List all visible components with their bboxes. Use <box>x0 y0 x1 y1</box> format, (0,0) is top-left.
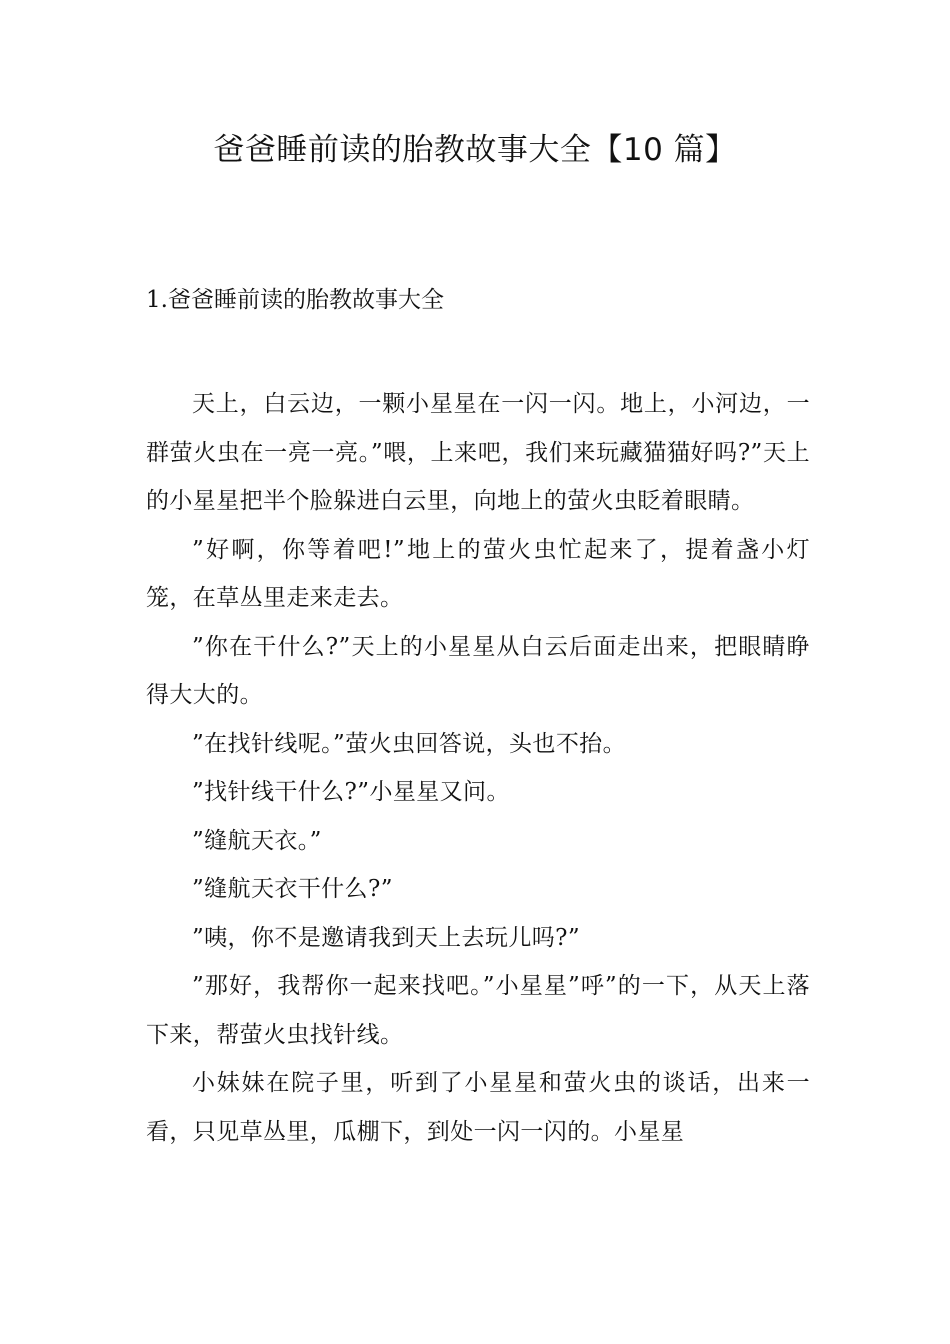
paragraph: ”你在干什么?”天上的小星星从白云后面走出来，把眼睛睁得大大的。 <box>146 633 810 708</box>
paragraph: ”好啊，你等着吧!”地上的萤火虫忙起来了，提着盏小灯笼，在草丛里走来走去。 <box>146 536 810 611</box>
paragraph: ”缝航天衣干什么?” <box>192 876 393 902</box>
document-title: 爸爸睡前读的胎教故事大全【10 篇】 <box>213 132 737 168</box>
section-heading: 1.爸爸睡前读的胎教故事大全 <box>146 287 444 313</box>
paragraph: 天上，白云边，一颗小星星在一闪一闪。地上，小河边，一群萤火虫在一亮一亮。”喂，上来吧，我们来玩藏猫猫好吗?”天上的小星星把半个脸躲进白云里，向地上的萤火虫眨着眼睛。 <box>146 391 810 514</box>
story-body <box>146 380 810 1156</box>
paragraph: ”缝航天衣。” <box>192 827 322 854</box>
paragraph: ”在找针线呢。”萤火虫回答说，头也不抬。 <box>192 730 627 757</box>
paragraph: ”咦，你不是邀请我到天上去玩儿吗?” <box>192 924 581 951</box>
paragraph: 小妹妹在院子里，听到了小星星和萤火虫的谈话，出来一看，只见草丛里，瓜棚下，到处一闪一闪的。小星星 <box>146 1070 810 1145</box>
paragraph: ”那好，我帮你一起来找吧。”小星星”呼”的一下，从天上落下来，帮萤火虫找针线。 <box>146 973 810 1048</box>
paragraph: ”找针线干什么?”小星星又问。 <box>192 779 510 805</box>
